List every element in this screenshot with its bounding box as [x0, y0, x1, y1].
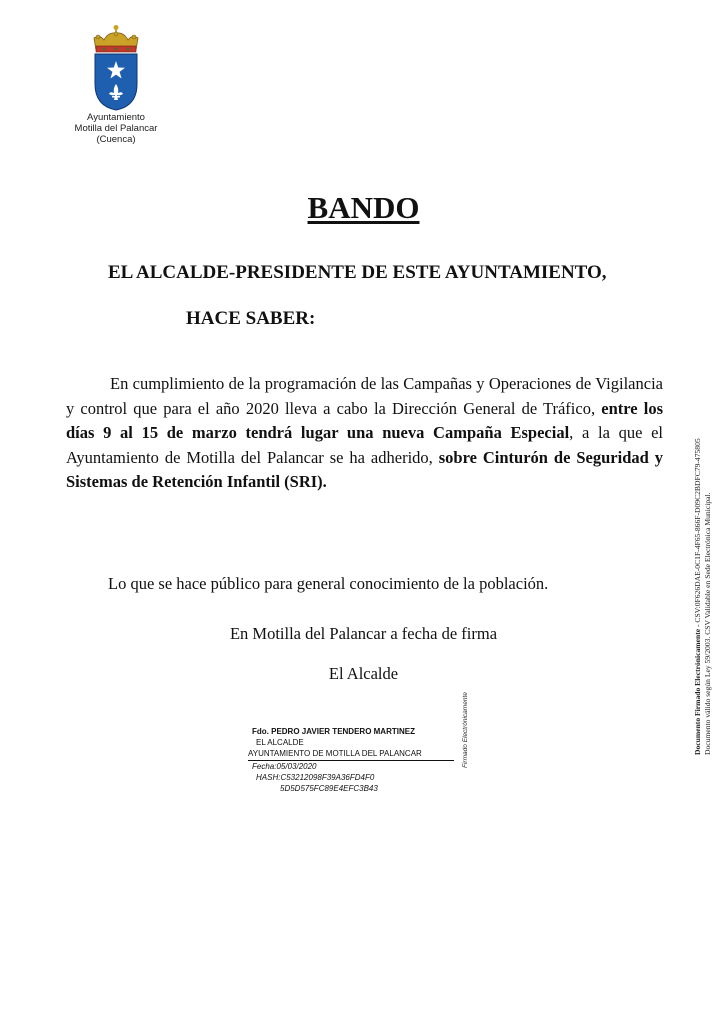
csv-validity: Documento válido según Ley 59/2003. CSV Validable en Sede Electrónica Municipal.: [703, 492, 712, 755]
body-text-bold: entre los días 9 al 15 de marzo tendrá lugar una nueva Campaña Especial: [66, 398, 663, 442]
body-text: En cumplimiento de la programación de las Campañas y Operaciones de Vigilancia y control que para el año 2020 lleva a cabo la Dirección General de Tráfico,: [66, 374, 663, 418]
csv-side-stamp: [693, 438, 713, 755]
caption-line: (Cuenca): [96, 134, 136, 145]
municipality-caption: [50, 112, 182, 145]
signature-role: EL ALCALDE: [256, 738, 304, 747]
signature-hash: HASH:C53212098F39A36FD4F0: [256, 773, 375, 782]
signer-role: El Alcalde: [328, 664, 399, 683]
body-paragraph: [66, 372, 663, 495]
place-date: En Motilla del Palancar a fecha de firma: [229, 624, 498, 643]
body-text: , a la que el Ayuntamiento de Motilla del Palancar se ha adherido,: [66, 423, 663, 467]
caption-line: Ayuntamiento: [87, 112, 145, 123]
signature-date: Fecha:05/03/2020: [252, 762, 317, 771]
signer-name: Fdo. PEDRO JAVIER TENDERO MARTINEZ: [252, 727, 415, 736]
signature-organization: AYUNTAMIENTO DE MOTILLA DEL PALANCAR: [248, 748, 454, 761]
signature-hash-continued: 5D5D575FC89E4EFC3B43: [280, 784, 378, 793]
caption-line: Motilla del Palancar: [74, 123, 158, 134]
body-text-bold: sobre Cinturón de Seguridad y Sistemas de Retención Infantil (SRI).: [66, 447, 663, 491]
electronic-signature: [248, 726, 458, 794]
mayor-heading: EL ALCALDE-PRESIDENTE DE ESTE AYUNTAMIENTO,: [108, 262, 607, 283]
announcement-heading: HACE SABER:: [186, 308, 316, 329]
signature-vertical-note: Firmado Electrónicamente: [462, 692, 469, 768]
document-title: BANDO: [307, 190, 420, 225]
closing-statement: Lo que se hace público para general conocimiento de la población.: [108, 574, 549, 593]
csv-code: - CSV:0F626DAE-0C1F-4F65-866F-D09C2BDFC79-475805: [693, 438, 702, 629]
coat-of-arms-icon: [90, 24, 142, 114]
csv-line: [693, 438, 703, 755]
csv-label: Documento Firmado Electrónicamente: [693, 628, 702, 755]
